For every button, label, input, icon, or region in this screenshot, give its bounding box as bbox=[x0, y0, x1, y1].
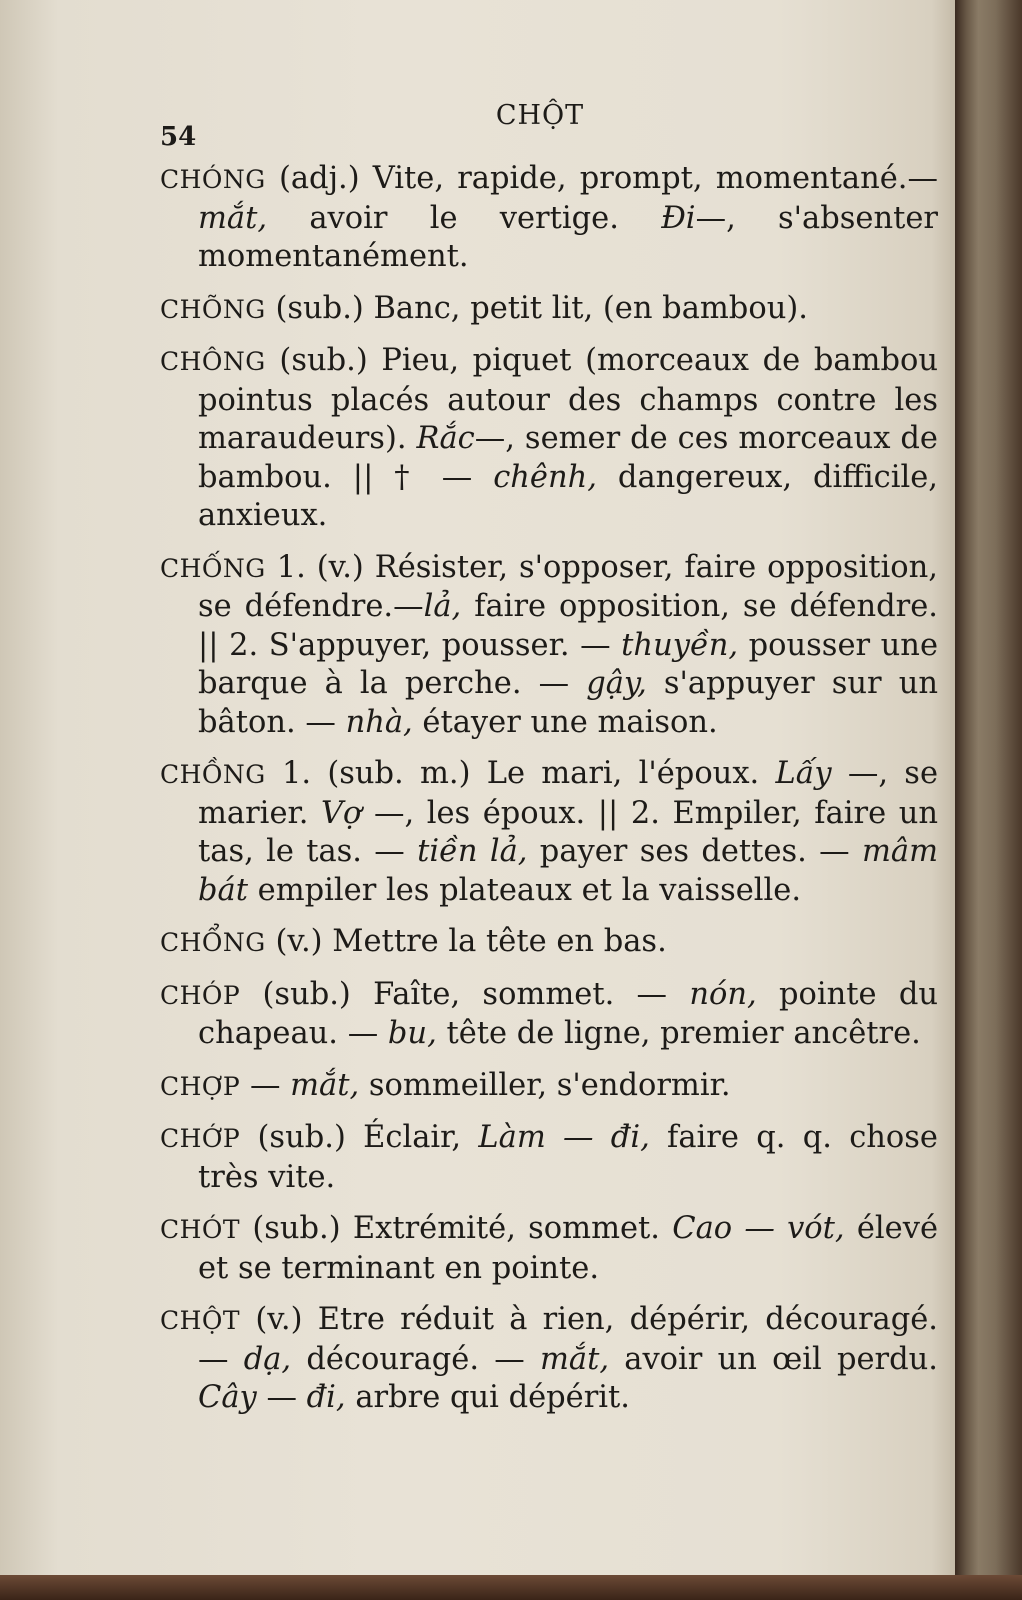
entry-chong-stake bbox=[160, 342, 938, 536]
headword: CHỔNG bbox=[160, 928, 266, 957]
entry-chong-upside-down bbox=[160, 923, 938, 963]
entry-text: payer ses dettes. — bbox=[527, 834, 862, 869]
vietnamese-term: mâm bát bbox=[198, 834, 938, 908]
headword: CHÕNG bbox=[160, 294, 266, 324]
entry-chop-doze bbox=[160, 1067, 938, 1107]
entry-chot-extremity bbox=[160, 1210, 938, 1288]
entry-text: faire opposition, se défendre. || 2. S'appuyer, pousser. — bbox=[198, 589, 938, 663]
entry-text: tête de ligne, premier ancêtre. bbox=[436, 1016, 921, 1051]
entry-text: — bbox=[240, 1067, 291, 1103]
vietnamese-term: Lấy bbox=[775, 756, 832, 791]
vietnamese-term: thuyền, bbox=[621, 627, 739, 663]
vietnamese-term: Cao — vót, bbox=[672, 1211, 845, 1246]
vietnamese-term: Cây bbox=[198, 1380, 257, 1415]
headword: CHỐNG bbox=[160, 553, 266, 583]
dictionary-entries bbox=[160, 160, 938, 1431]
book-edge bbox=[0, 1575, 1022, 1600]
entry-text: avoir un œil perdu. bbox=[609, 1341, 938, 1377]
entry-chong-bench bbox=[160, 290, 938, 330]
vietnamese-term: mắt, bbox=[539, 1341, 610, 1377]
entry-chop-lightning bbox=[160, 1119, 938, 1197]
entry-text: empiler les plateaux et la vaisselle. bbox=[247, 872, 802, 908]
vietnamese-term: gậy, bbox=[586, 666, 647, 701]
entry-text: pointe du chapeau. — bbox=[198, 976, 938, 1051]
entry-text: 1. (v.) Résister, s'opposer, faire opposition, se défendre.— bbox=[198, 549, 938, 624]
entry-text: s'appuyer sur un bâton. — bbox=[198, 666, 938, 740]
vietnamese-term: dạ, bbox=[243, 1341, 292, 1377]
entry-text: avoir le vertige. bbox=[267, 200, 662, 236]
vietnamese-term: mắt, bbox=[198, 200, 268, 236]
headword: CHÓNG bbox=[160, 165, 266, 194]
page-number: 54 bbox=[160, 122, 197, 152]
entry-text: sommeiller, s'endormir. bbox=[359, 1067, 731, 1103]
headword: CHÓP bbox=[160, 980, 241, 1010]
entry-text: (sub.) Pieu, piquet (morceaux de bambou pointus placés autour des champs contre les maraudeurs). bbox=[198, 343, 938, 456]
entry-text: (v.) Mettre la tête en bas. bbox=[265, 924, 667, 959]
headword: CHỢP bbox=[160, 1071, 241, 1101]
entry-text: —, se marier. bbox=[198, 756, 938, 831]
entry-text: —, les époux. || 2. Empiler, faire un tas, le tas. — bbox=[198, 795, 938, 869]
headword: CHÓT bbox=[160, 1215, 241, 1244]
entry-text: (sub.) Extrémité, sommet. bbox=[240, 1211, 673, 1246]
vietnamese-term: đi, bbox=[306, 1380, 346, 1415]
entry-text: 1. (sub. m.) Le mari, l'époux. bbox=[265, 756, 776, 791]
entry-text: (sub.) Banc, petit lit, (en bambou). bbox=[265, 290, 808, 326]
vietnamese-term: bu, bbox=[387, 1016, 437, 1051]
entry-text: (sub.) Faîte, sommet. — bbox=[240, 976, 690, 1012]
entry-text: dangereux, difficile, anxieux. bbox=[198, 459, 938, 533]
entry-text: (adj.) Vite, rapide, prompt, momentané.— bbox=[265, 161, 938, 196]
entry-text: faire q. q. chose très vite. bbox=[198, 1120, 938, 1195]
entry-text: —, s'absenter momentanément. bbox=[198, 200, 938, 274]
vietnamese-term: mắt, bbox=[290, 1067, 360, 1103]
entry-chot-wither bbox=[160, 1301, 938, 1418]
entry-chong-resist bbox=[160, 549, 938, 743]
headword: CHÔNG bbox=[160, 347, 266, 376]
vietnamese-term: Đi bbox=[661, 200, 696, 236]
headword: CHỘT bbox=[160, 1306, 241, 1335]
running-head: CHỘT bbox=[495, 100, 585, 131]
entry-text: —, semer de ces morceaux de bambou. || † — bbox=[198, 421, 938, 495]
vietnamese-term: chênh, bbox=[493, 459, 597, 495]
entry-chong-adj bbox=[160, 160, 938, 277]
entry-text: (v.) Etre réduit à rien, dépérir, découragé. — bbox=[198, 1302, 938, 1377]
vietnamese-term: lả, bbox=[423, 589, 462, 624]
vietnamese-term: nhà, bbox=[345, 704, 413, 740]
entry-chong-husband bbox=[160, 755, 938, 910]
entry-text: (sub.) Éclair, bbox=[240, 1120, 479, 1155]
book-gutter bbox=[955, 0, 1022, 1600]
entry-text: — bbox=[256, 1380, 307, 1415]
entry-text: élevé et se terminant en pointe. bbox=[198, 1211, 938, 1286]
entry-chop-summit bbox=[160, 976, 938, 1054]
entry-text: arbre qui dépérit. bbox=[345, 1380, 630, 1415]
headword: CHỚP bbox=[160, 1124, 241, 1153]
vietnamese-term: Rắc bbox=[416, 421, 475, 456]
entry-text: découragé. — bbox=[291, 1341, 540, 1377]
vietnamese-term: nón, bbox=[689, 976, 757, 1012]
entry-text: étayer une maison. bbox=[412, 704, 718, 740]
entry-text: pousser une barque à la perche. — bbox=[198, 627, 938, 701]
headword: CHỒNG bbox=[160, 760, 266, 789]
vietnamese-term: Vợ bbox=[320, 795, 362, 831]
vietnamese-term: Làm — đi, bbox=[478, 1120, 650, 1155]
vietnamese-term: tiền lả, bbox=[417, 834, 528, 869]
